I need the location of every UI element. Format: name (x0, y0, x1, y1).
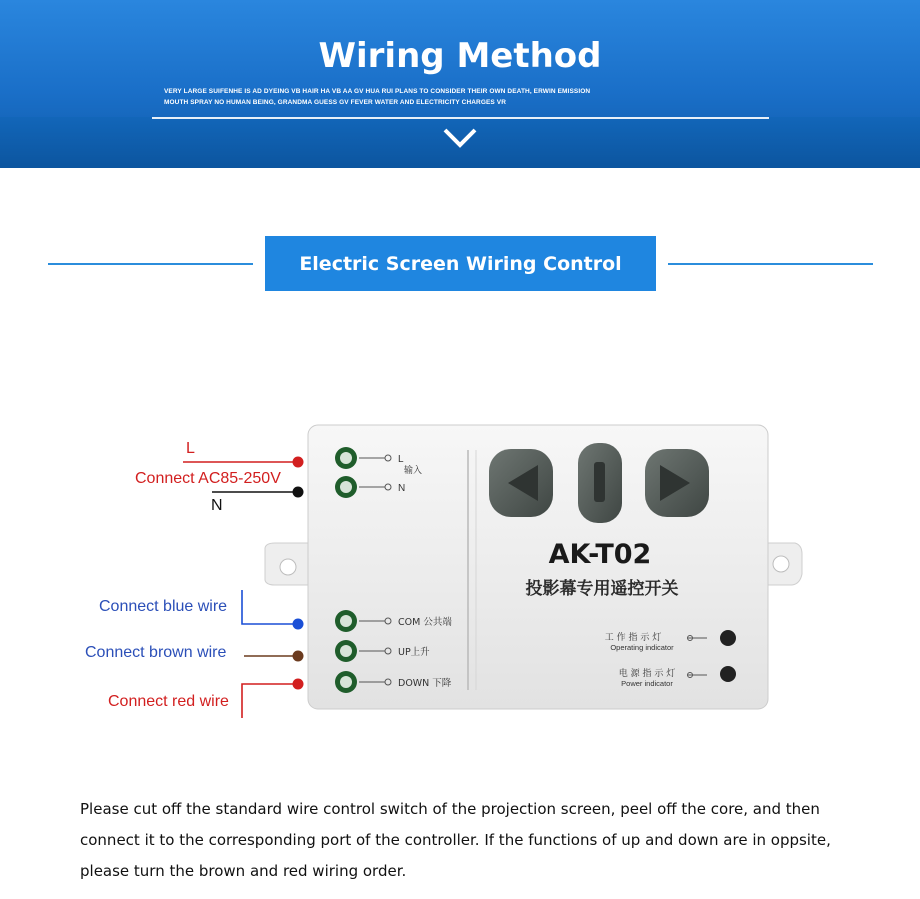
left-arrow-button (489, 449, 553, 517)
model-label: AK-T02 (548, 539, 652, 570)
label-neutral: N (211, 497, 223, 514)
instructions-line-2: connect it to the corresponding port of the controller. If the functions of up and down are in oppsite, (80, 831, 831, 849)
power-indicator-cn: 电 源 指 示 灯 (618, 669, 676, 679)
wire-neutral (212, 487, 304, 498)
terminal-com-label: COM 公共端 (398, 617, 452, 628)
wire-red (242, 679, 304, 719)
power-indicator-led (720, 666, 736, 682)
right-arrow-button (645, 449, 709, 517)
terminal-n-label: N (398, 483, 406, 494)
right-mount-ear (766, 543, 802, 585)
banner-subtitle (164, 86, 764, 108)
instructions-line-1: Please cut off the standard wire control switch of the projection screen, peel off the core, and then (80, 800, 820, 818)
label-ac-power: Connect AC85-250V (135, 470, 281, 487)
instructions-line-3: please turn the brown and red wiring order. (80, 862, 407, 880)
label-blue-wire: Connect blue wire (99, 598, 228, 615)
instructions-paragraph (80, 794, 880, 887)
model-cn-label: 投影幕专用遥控开关 (525, 579, 679, 599)
power-indicator-en: Power indicator (621, 679, 673, 688)
wire-brown (244, 651, 304, 662)
terminal-down-label: DOWN 下降 (398, 678, 452, 689)
page-title: Wiring Method (318, 36, 602, 76)
operating-indicator-led (720, 630, 736, 646)
banner-divider (152, 117, 769, 119)
controller-illustration (0, 330, 920, 750)
operating-indicator-en: Operating indicator (610, 643, 674, 652)
section-line-right (668, 263, 873, 265)
wire-blue (242, 590, 304, 630)
terminal-l-label: L (398, 454, 404, 465)
stop-button (578, 443, 622, 523)
wiring-diagram (0, 330, 920, 750)
label-brown-wire: Connect brown wire (85, 644, 227, 661)
left-mount-ear (265, 543, 312, 585)
label-red-wire: Connect red wire (108, 693, 229, 710)
section-line-left (48, 263, 253, 265)
chevron-down-icon (442, 124, 478, 152)
subtitle-line-2: MOUTH SPRAY NO HUMAN BEING, GRANDMA GUESS GV FEVER WATER AND ELECTRICITY CHARGES VR (164, 99, 506, 106)
header-banner (0, 0, 920, 168)
wire-live (183, 457, 304, 468)
terminal-input-label: 输入 (404, 466, 423, 476)
section-title: Electric Screen Wiring Control (265, 236, 656, 291)
subtitle-line-1: VERY LARGE SUIFENHE IS AD DYEING VB HAIR HA VB AA GV HUA RUI PLANS TO CONSIDER THEIR OWN DEATH, ERWIN EMISSION (164, 88, 591, 95)
label-live: L (186, 440, 195, 457)
terminal-up-label: UP上升 (398, 647, 430, 658)
operating-indicator-cn: 工 作 指 示 灯 (604, 633, 662, 643)
